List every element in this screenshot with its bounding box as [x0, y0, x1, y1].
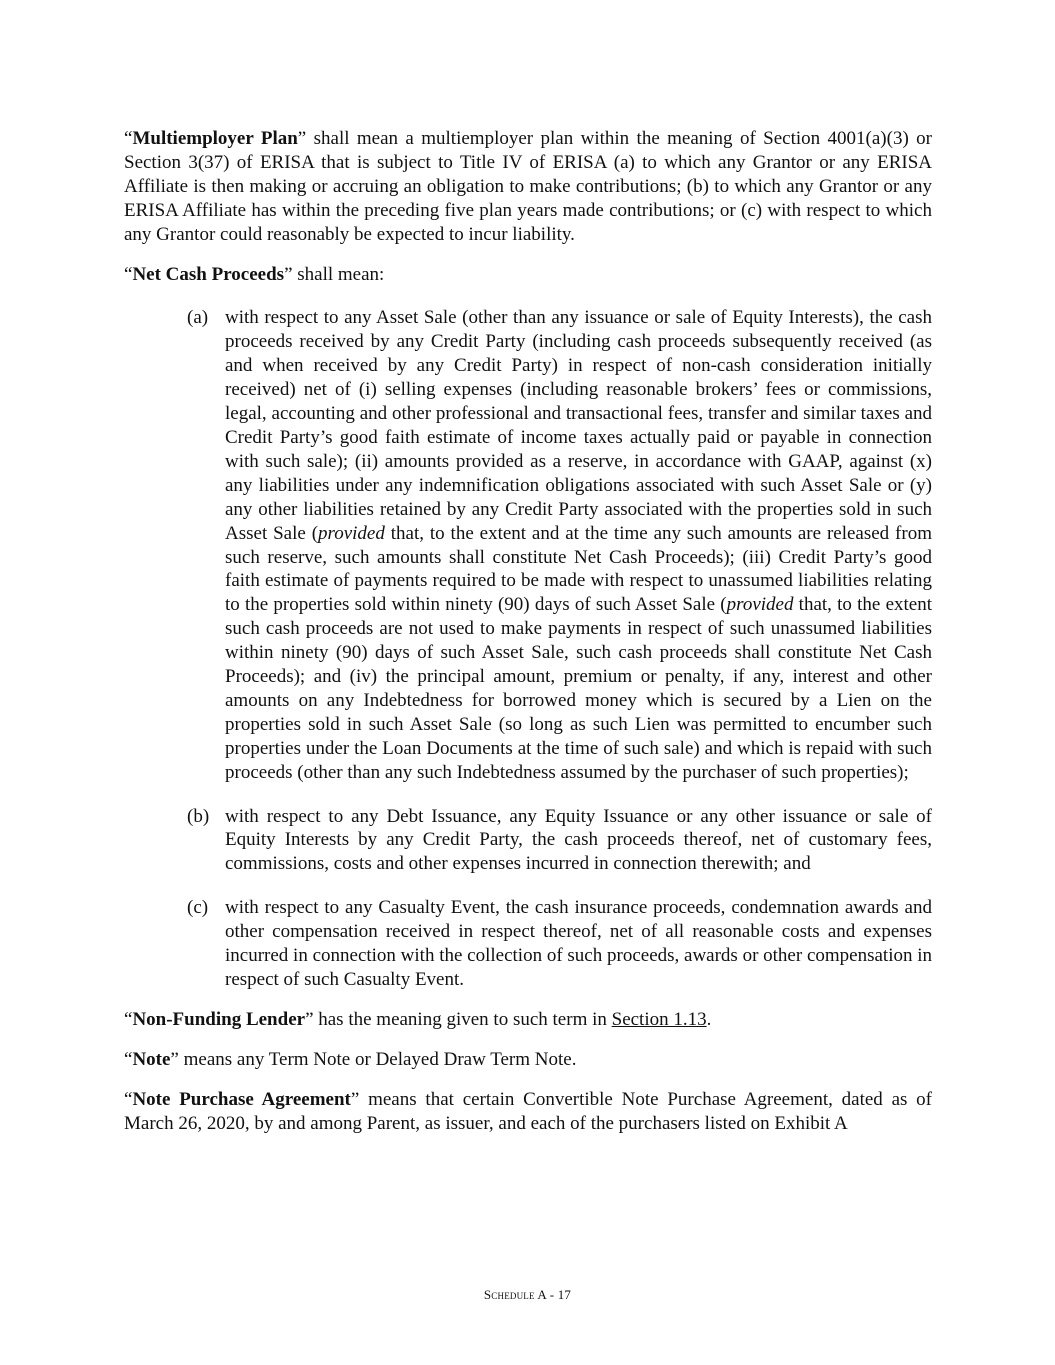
- list-item-b: [124, 805, 932, 877]
- item-text: [225, 306, 932, 784]
- page-number: Schedule A - 17: [483, 1287, 572, 1302]
- defined-term: Net Cash Proceeds: [132, 263, 285, 285]
- defined-term: Non-Funding Lender: [132, 1008, 306, 1030]
- item-label: (b): [187, 805, 210, 827]
- period: .: [706, 1008, 712, 1030]
- list-item-a: [124, 306, 932, 784]
- definition-text: ” means that certain Convertible Note Purchase Agreement, dated as of March 26, 2020, by and among Parent, as issuer, and each of the purchasers listed on Exhibit A: [124, 1088, 933, 1134]
- defined-term: Note Purchase Agreement: [132, 1088, 351, 1110]
- open-quote: “: [124, 1088, 133, 1110]
- definition-note-purchase-agreement: [124, 1088, 932, 1136]
- item-label: (a): [187, 307, 209, 329]
- list-item-c: [124, 896, 932, 992]
- document-page: [124, 127, 932, 1152]
- text-segment: that, to the extent and at the time any such amounts are released from such reserve, such amounts shall constitute Net Cash Proceeds); (iii) Credit Party’s good faith estimate of payments required to be made with respect to unassumed liabilities relating to the properties sold within ninety (90) days of such Asset Sale (: [225, 522, 932, 616]
- text-segment: with respect to any Asset Sale (other than any issuance or sale of Equity Interests), the cash proceeds received by any Credit Party (including cash proceeds subsequently received (as and when received by any Credit Party) in respect of non-cash consideration initially received) net of (i) selling expenses (including reasonable brokers’ fees or commissions, legal, accounting and other professional and transactional fees, transfer and similar taxes and Credit Party’s good faith estimate of income taxes actually paid or payable in connection with such sale); (ii) amounts provided as a reserve, in accordance with GAAP, against (x) any liabilities under any indemnification obligations associated with such Asset Sale or (y) any other liabilities retained by any Credit Party associated with the properties sold in such Asset Sale (: [225, 307, 932, 544]
- item-label: (c): [187, 897, 209, 919]
- definition-note: [124, 1048, 932, 1072]
- definition-text: ” means any Term Note or Delayed Draw Term Note.: [170, 1048, 577, 1070]
- item-text: with respect to any Casualty Event, the cash insurance proceeds, condemnation awards and other compensation received in respect thereof, net of all reasonable costs and expenses incurred in connection with the collection of such proceeds, awards or other compensation in respect of such Casualty Event.: [225, 897, 932, 990]
- definition-text: ” has the meaning given to such term in: [305, 1008, 612, 1030]
- open-quote: “: [124, 1008, 133, 1030]
- italic-term: provided: [318, 522, 385, 544]
- defined-term: Note: [132, 1048, 171, 1070]
- section-reference-link[interactable]: Section 1.13: [611, 1008, 707, 1030]
- definition-non-funding-lender: [124, 1008, 932, 1032]
- definition-multiemployer-plan: [124, 127, 932, 247]
- definition-text: ” shall mean a multiemployer plan within the meaning of Section 4001(a)(3) or Section 3(37) of ERISA that is subject to Title IV of ERISA (a) to which any Grantor or any ERISA Affiliate is then making or accruing an obligation to make contributions; (b) to which any Grantor or any ERISA Affiliate has within the preceding five plan years made contributions; or (c) with respect to which any Grantor could reasonably be expected to incur liability.: [124, 128, 932, 245]
- page-footer: [0, 1287, 1055, 1303]
- open-quote: “: [124, 128, 133, 149]
- definition-net-cash-proceeds: [124, 263, 932, 287]
- text-segment: that, to the extent such cash proceeds are not used to make payments in respect of such unassumed liabilities within ninety (90) days of such Asset Sale, such cash proceeds shall constitute Net Cash Proceeds); and (iv) the principal amount, premium or penalty, if any, interest and other amounts on any Indebtedness for borrowed money which is secured by a Lien on the properties sold in such Asset Sale (so long as such Lien was permitted to encumber such properties under the Loan Documents at the time of such sale) and which is repaid with such proceeds (other than any such Indebtedness assumed by the purchaser of such properties);: [225, 594, 932, 783]
- italic-term: provided: [726, 594, 794, 616]
- defined-term: Multiemployer Plan: [132, 128, 298, 149]
- open-quote: “: [124, 263, 133, 285]
- definition-text: ” shall mean:: [284, 263, 385, 285]
- open-quote: “: [124, 1048, 133, 1070]
- item-text: with respect to any Debt Issuance, any Equity Issuance or any other issuance or sale of Equity Interests by any Credit Party, the cash proceeds thereof, net of customary fees, commissions, costs and other expenses incurred in connection therewith; and: [225, 805, 932, 875]
